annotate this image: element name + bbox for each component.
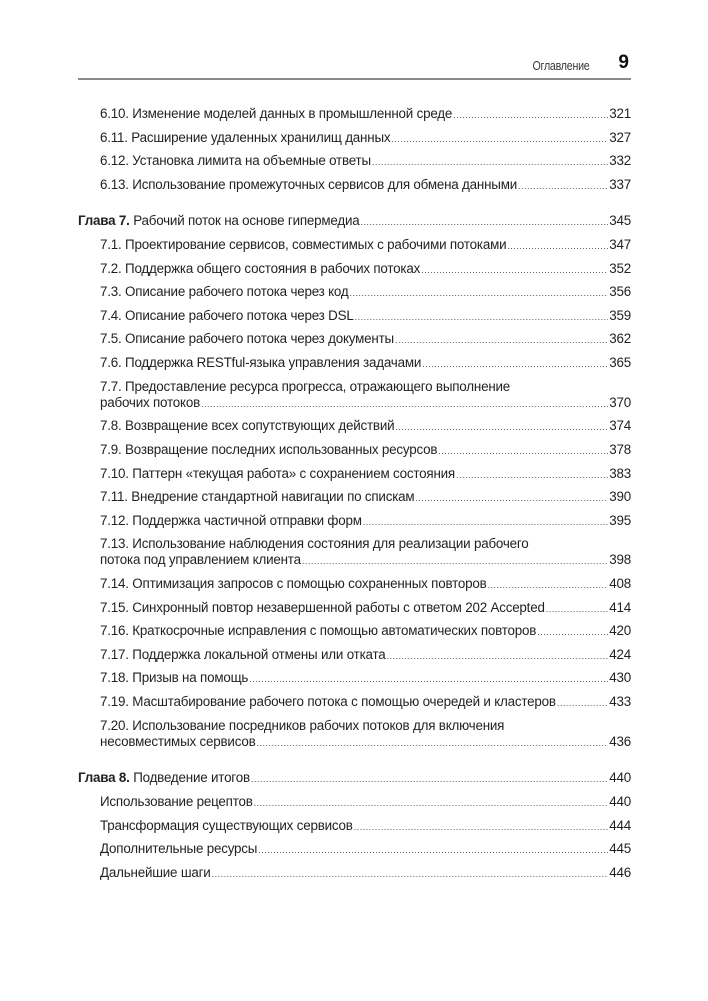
leader-dots <box>257 735 609 751</box>
leader-dots <box>302 553 608 569</box>
toc-entry-title: 7.8. Возвращение всех сопутствующих действий <box>100 418 395 434</box>
leader-dots <box>422 356 608 372</box>
leader-dots <box>453 107 608 123</box>
running-header-title: Оглавление <box>532 58 589 73</box>
page-number: 9 <box>618 52 629 73</box>
leader-dots <box>212 866 609 882</box>
toc-entry-page: 444 <box>609 817 631 833</box>
toc-entry-page: 440 <box>609 770 631 786</box>
toc-entry-title: 7.9. Возвращение последних использованных ресурсов <box>100 441 438 457</box>
toc-entry-page: 378 <box>609 441 631 457</box>
table-of-contents <box>78 106 631 888</box>
toc-entry-page: 395 <box>609 512 631 528</box>
leader-dots <box>350 285 609 301</box>
toc-entry-title: 6.13. Использование промежуточных сервисов для обмена данными <box>100 176 518 192</box>
toc-entry[interactable] <box>78 355 631 379</box>
toc-entry[interactable] <box>78 841 631 865</box>
toc-entry-title: 6.10. Изменение моделей данных в промышленной среде <box>100 106 453 121</box>
toc-entry-title: 6.11. Расширение удаленных хранилищ данных <box>100 129 391 145</box>
toc-entry-title: потока под управлением клиента <box>100 552 301 568</box>
leader-dots <box>249 671 608 687</box>
toc-entry[interactable] <box>78 284 631 308</box>
leader-dots <box>258 842 608 858</box>
toc-entry-title-line1: 7.13. Использование наблюдения состояния для реализации рабочего <box>100 536 529 552</box>
toc-entry[interactable] <box>78 489 631 513</box>
toc-entry-page: 408 <box>609 576 631 592</box>
toc-entry[interactable] <box>78 130 631 154</box>
toc-entry-page: 433 <box>609 694 631 710</box>
chapter-label: Глава 7. <box>78 213 130 229</box>
toc-entry[interactable] <box>78 576 631 600</box>
leader-dots <box>488 577 609 593</box>
leader-dots <box>557 695 608 711</box>
toc-entry-page: 327 <box>609 129 631 145</box>
toc-entry[interactable] <box>78 794 631 818</box>
leader-dots <box>421 262 608 278</box>
toc-entry[interactable] <box>78 694 631 718</box>
leader-dots <box>354 819 609 835</box>
toc-entry-title: 7.10. Паттерн «текущая работа» с сохранением состояния <box>100 465 455 481</box>
toc-entry-page: 424 <box>609 646 631 662</box>
toc-entry[interactable] <box>78 670 631 694</box>
leader-dots <box>456 467 608 483</box>
toc-entry-title: 7.15. Синхронный повтор незавершенной работы с ответом 202 Accepted <box>100 599 545 615</box>
toc-entry-title: 7.18. Призыв на помощь <box>100 670 249 686</box>
toc-entry-title: 7.6. Поддержка RESTful-языка управления задачами <box>100 354 422 370</box>
toc-entry-title: 7.14. Оптимизация запросов с помощью сохраненных повторов <box>100 576 487 592</box>
toc-chapter-7[interactable] <box>78 213 631 237</box>
toc-entry-page: 398 <box>609 552 631 568</box>
toc-entry-title: 7.17. Поддержка локальной отмены или отката <box>100 646 386 662</box>
toc-entry-title: несовместимых сервисов <box>100 733 256 749</box>
leader-dots <box>387 648 609 664</box>
leader-dots <box>391 131 608 147</box>
leader-dots <box>254 795 609 811</box>
toc-entry[interactable] <box>78 153 631 177</box>
leader-dots <box>251 771 608 787</box>
toc-entry-page: 414 <box>609 599 631 615</box>
toc-entry-page: 359 <box>609 307 631 323</box>
toc-entry-title: Рабочий поток на основе гипермедиа <box>129 213 360 229</box>
toc-chapter-8[interactable] <box>78 770 631 794</box>
toc-entry-title: 7.4. Описание рабочего потока через DSL <box>100 307 354 323</box>
leader-dots <box>355 309 609 325</box>
toc-entry[interactable] <box>78 237 631 261</box>
leader-dots <box>507 238 608 254</box>
leader-dots <box>361 214 609 230</box>
toc-entry-page: 321 <box>609 106 631 121</box>
toc-entry-page: 440 <box>609 794 631 810</box>
toc-entry-title: 7.1. Проектирование сервисов, совместимых с рабочими потоками <box>100 236 507 252</box>
leader-dots <box>415 490 608 506</box>
toc-entry[interactable] <box>78 623 631 647</box>
toc-entry[interactable] <box>78 647 631 671</box>
toc-entry-title: 7.3. Описание рабочего потока через код <box>100 284 349 300</box>
toc-entry-page: 362 <box>609 331 631 347</box>
toc-entry[interactable] <box>78 865 631 889</box>
leader-dots <box>395 419 608 435</box>
toc-entry-title: 7.2. Поддержка общего состояния в рабочих потоках <box>100 260 421 276</box>
toc-entry-page: 445 <box>609 841 631 857</box>
toc-entry-title: Дальнейшие шаги <box>100 864 211 880</box>
toc-entry[interactable] <box>78 331 631 355</box>
toc-entry[interactable] <box>78 536 631 576</box>
toc-entry-page: 332 <box>609 153 631 169</box>
toc-entry-page: 347 <box>609 236 631 252</box>
toc-entry[interactable] <box>78 106 631 130</box>
leader-dots <box>537 624 608 640</box>
leader-dots <box>518 178 608 194</box>
toc-entry[interactable] <box>78 718 631 758</box>
toc-entry-page: 365 <box>609 354 631 370</box>
toc-entry[interactable] <box>78 308 631 332</box>
toc-entry-page: 430 <box>609 670 631 686</box>
leader-dots <box>372 154 608 170</box>
toc-entry-title: 7.19. Масштабирование рабочего потока с помощью очередей и кластеров <box>100 694 556 710</box>
toc-entry-page: 370 <box>609 394 631 410</box>
toc-entry-title: Подведение итогов <box>129 770 250 786</box>
toc-entry-title: Использование рецептов <box>100 794 253 810</box>
toc-entry-page: 383 <box>609 465 631 481</box>
toc-entry[interactable] <box>78 261 631 285</box>
toc-entry-title: Трансформация существующих сервисов <box>100 817 353 833</box>
toc-entry-title: 7.12. Поддержка частичной отправки форм <box>100 512 362 528</box>
toc-entry[interactable] <box>78 513 631 537</box>
toc-entry-page: 436 <box>609 733 631 749</box>
toc-entry-title: 7.16. Краткосрочные исправления с помощью автоматических повторов <box>100 623 537 639</box>
leader-dots <box>438 443 608 459</box>
toc-entry[interactable] <box>78 600 631 624</box>
toc-entry-page: 356 <box>609 284 631 300</box>
leader-dots <box>546 601 609 617</box>
toc-entry[interactable] <box>78 379 631 419</box>
toc-entry-page: 390 <box>609 489 631 505</box>
toc-entry-page: 446 <box>609 864 631 880</box>
leader-dots <box>395 332 608 348</box>
toc-entry-title: 6.12. Установка лимита на объемные ответы <box>100 153 371 169</box>
toc-entry-title-line1: 7.20. Использование посредников рабочих потоков для включения <box>100 717 505 733</box>
toc-entry-page: 420 <box>609 623 631 639</box>
toc-entry-page: 345 <box>609 213 631 229</box>
toc-entry[interactable] <box>78 466 631 490</box>
leader-dots <box>363 514 608 530</box>
chapter-label: Глава 8. <box>78 770 130 786</box>
toc-entry-title-line1: 7.7. Предоставление ресурса прогресса, отражающего выполнение <box>100 378 511 394</box>
toc-entry[interactable] <box>78 818 631 842</box>
running-header <box>78 52 631 80</box>
toc-entry[interactable] <box>78 442 631 466</box>
toc-entry-title: рабочих потоков <box>100 394 200 410</box>
toc-entry-page: 337 <box>609 176 631 192</box>
toc-entry[interactable] <box>78 177 631 201</box>
leader-dots <box>201 396 608 412</box>
toc-entry-page: 352 <box>609 260 631 276</box>
toc-entry-page: 374 <box>609 418 631 434</box>
toc-entry-title: 7.11. Внедрение стандартной навигации по спискам <box>100 489 415 505</box>
toc-entry-title: 7.5. Описание рабочего потока через документы <box>100 331 394 347</box>
toc-entry-title: Дополнительные ресурсы <box>100 841 258 857</box>
toc-entry[interactable] <box>78 418 631 442</box>
